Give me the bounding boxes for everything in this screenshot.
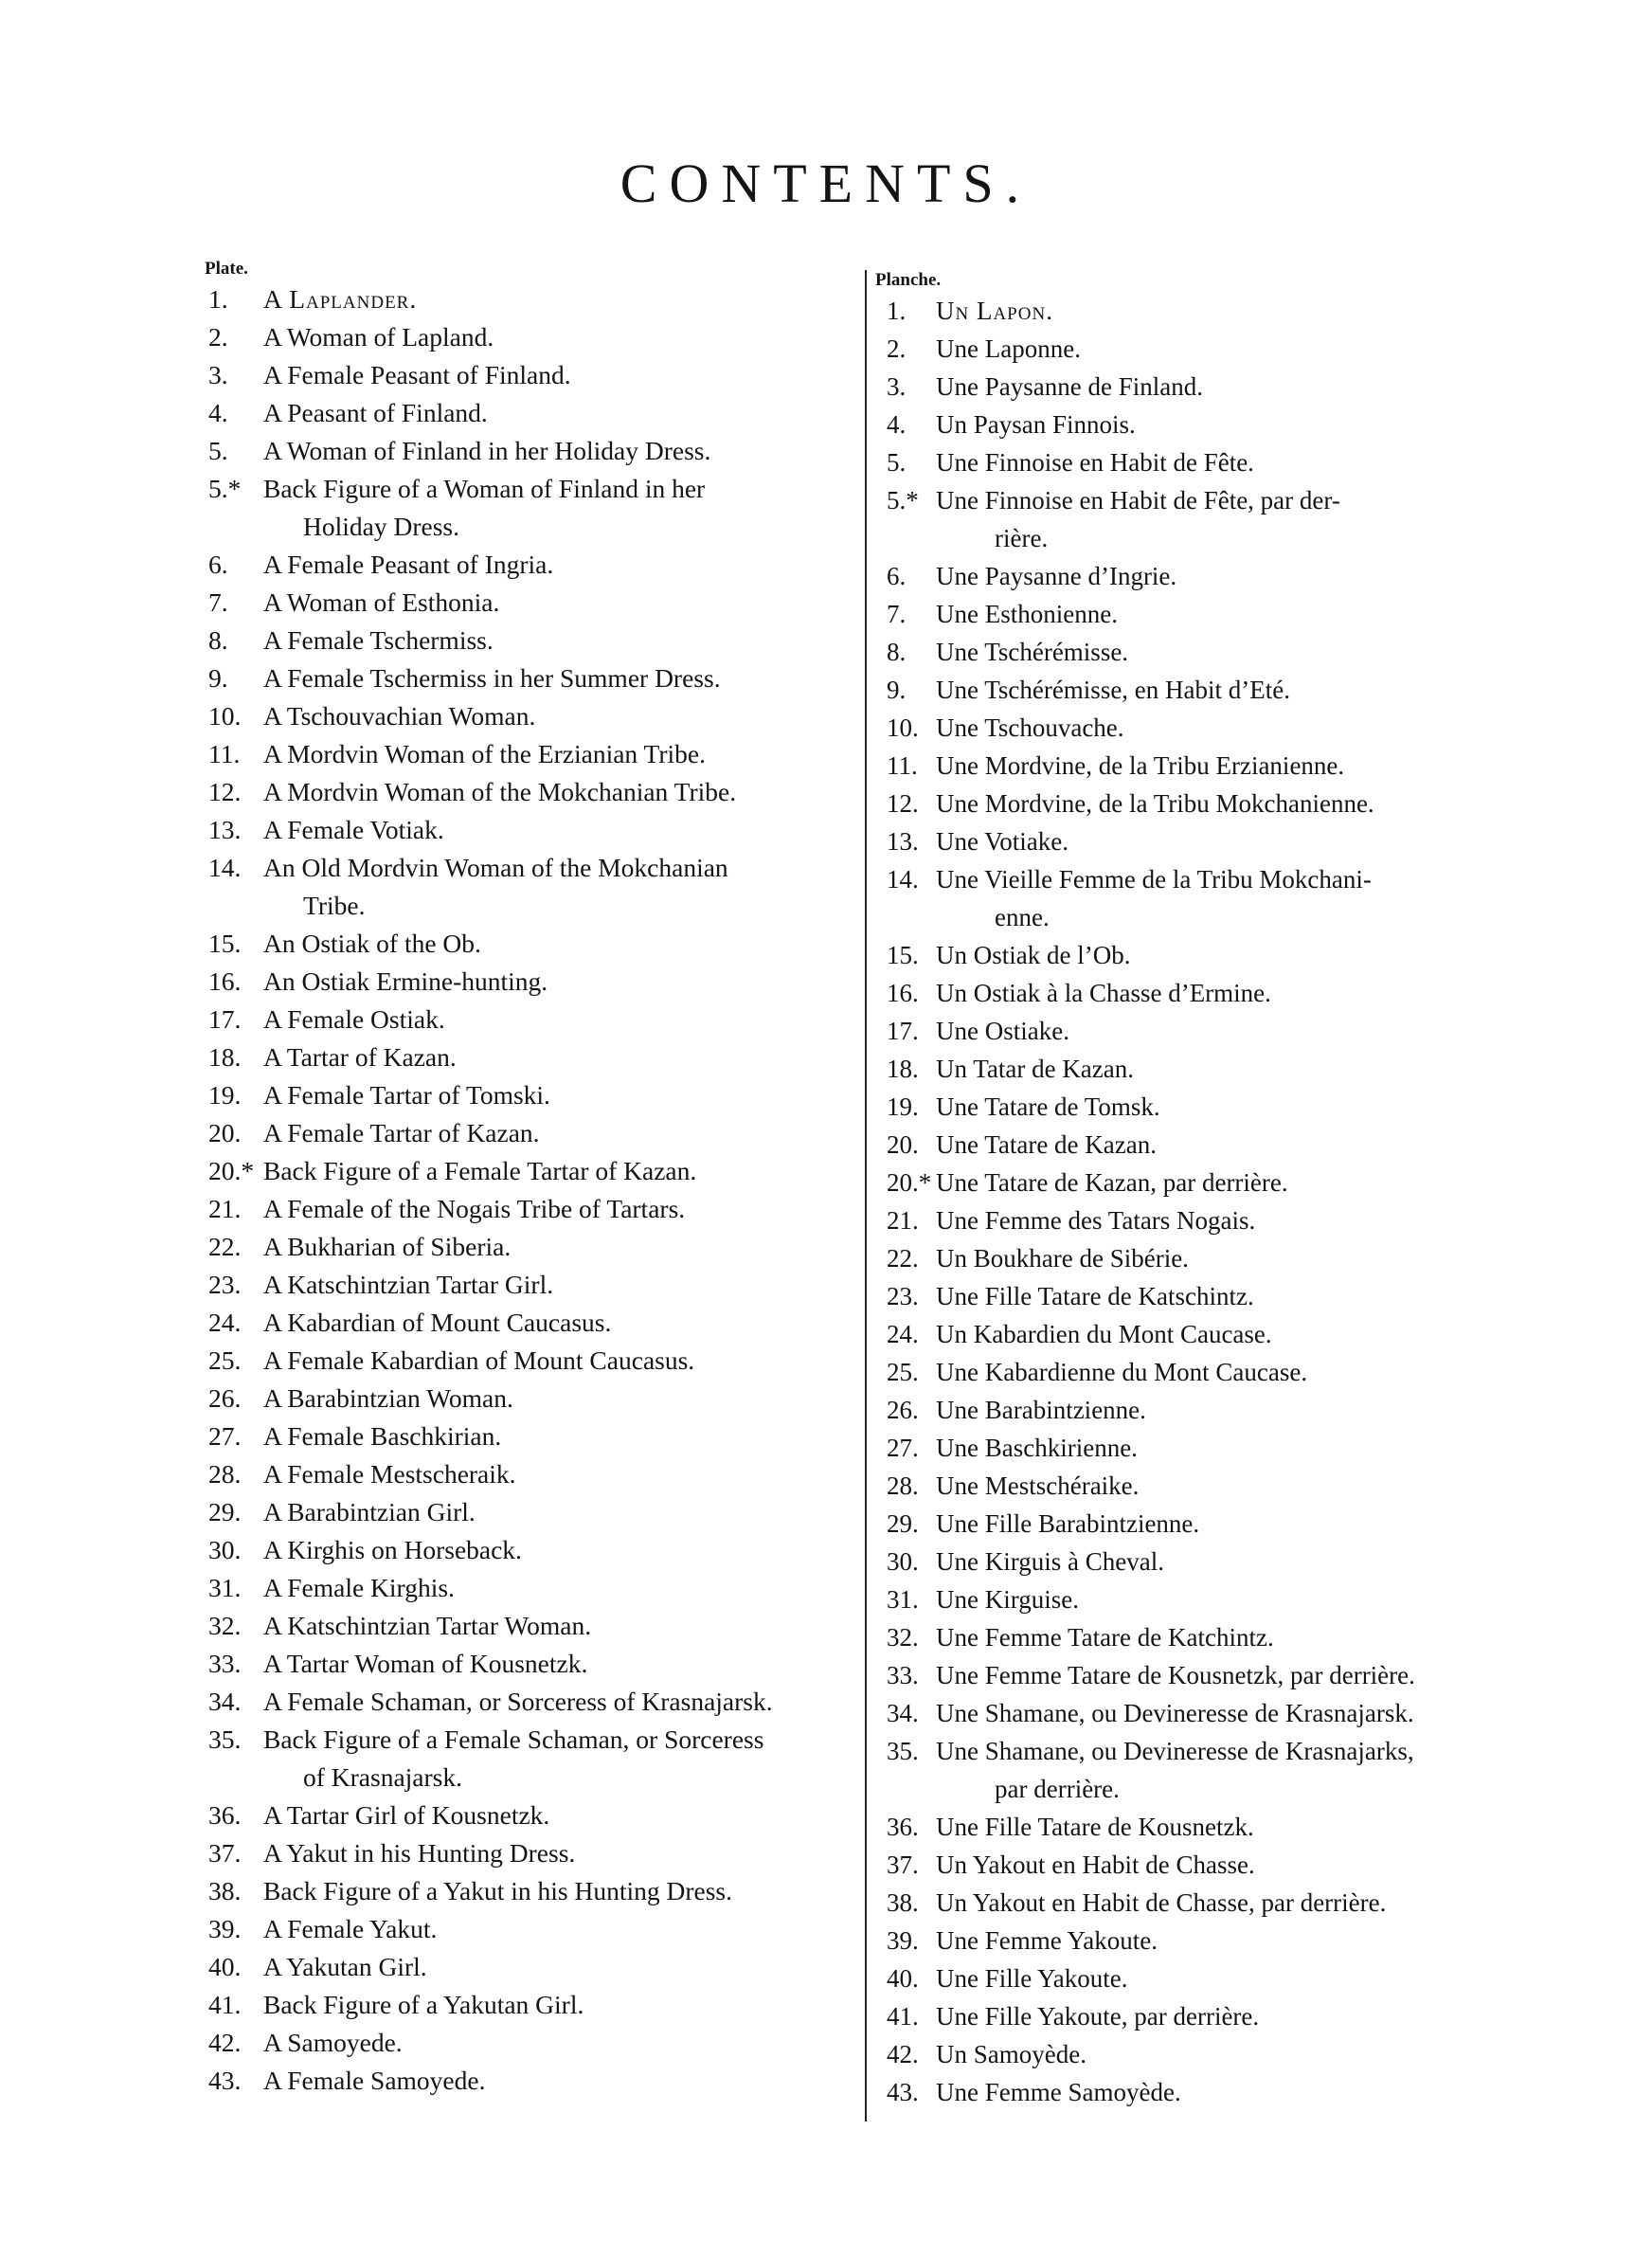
plate-number: 14. bbox=[887, 865, 919, 894]
plate-number: 28. bbox=[208, 1459, 242, 1489]
plate-number: 33. bbox=[208, 1649, 242, 1678]
contents-entry bbox=[875, 747, 1535, 785]
contents-entry bbox=[205, 1190, 854, 1228]
plate-title: A Female Tartar of Tomski. bbox=[263, 1080, 550, 1110]
plate-title: A Laplander. bbox=[263, 284, 418, 314]
contents-entry bbox=[875, 1846, 1535, 1884]
plate-number: 37. bbox=[887, 1851, 919, 1879]
plate-title: An Old Mordvin Woman of the Mokchanian bbox=[263, 853, 728, 882]
plate-title: A Female of the Nogais Tribe of Tartars. bbox=[263, 1194, 686, 1223]
contents-entry bbox=[205, 1038, 854, 1076]
plate-title: A Barabintzian Girl. bbox=[263, 1497, 476, 1526]
plate-title: A Tschouvachian Woman. bbox=[263, 701, 536, 731]
contents-entry bbox=[875, 785, 1535, 822]
plate-number: 15. bbox=[887, 941, 919, 969]
plate-title: Un Ostiak à la Chasse d’Ermine. bbox=[936, 979, 1271, 1007]
plate-number: 23. bbox=[208, 1270, 242, 1299]
plate-title: Une Esthonienne. bbox=[936, 600, 1118, 628]
plate-title-continuation: par derrière. bbox=[995, 1775, 1120, 1803]
plate-number: 31. bbox=[208, 1573, 242, 1602]
contents-entry bbox=[875, 368, 1535, 406]
plate-title: A Female Mestscheraik. bbox=[263, 1459, 516, 1489]
plate-number: 22. bbox=[887, 1244, 919, 1273]
plate-number: 2. bbox=[887, 334, 907, 363]
english-plate-list bbox=[205, 280, 858, 2100]
plate-title: Une Tschouvache. bbox=[936, 713, 1124, 742]
plate-number: 24. bbox=[887, 1320, 919, 1348]
plate-number: 5. bbox=[887, 448, 907, 477]
plate-title: Une Laponne. bbox=[936, 334, 1081, 363]
plate-title: Une Finnoise en Habit de Fête, par der- bbox=[936, 486, 1340, 515]
contents-entry bbox=[205, 735, 854, 773]
plate-number: 11. bbox=[208, 739, 241, 768]
plate-number: 42. bbox=[887, 2040, 919, 2068]
plate-title: A Katschintzian Tartar Girl. bbox=[263, 1270, 554, 1299]
plate-number: 7. bbox=[208, 587, 228, 617]
plate-number: 32. bbox=[887, 1623, 919, 1652]
plate-title: A Woman of Esthonia. bbox=[263, 587, 500, 617]
contents-entry bbox=[205, 1986, 854, 2024]
contents-entry bbox=[205, 1114, 854, 1152]
plate-title: Une Mordvine, de la Tribu Mokchanienne. bbox=[936, 789, 1374, 818]
plate-number: 22. bbox=[208, 1232, 242, 1261]
plate-title: A Female Samoyede. bbox=[263, 2066, 486, 2095]
plate-number: 26. bbox=[208, 1383, 242, 1413]
plate-title: Une Femme Tatare de Katchintz. bbox=[936, 1623, 1274, 1652]
plate-number: 28. bbox=[887, 1472, 919, 1500]
plate-title: Une Kirguise. bbox=[936, 1585, 1079, 1614]
plate-title: Une Fille Barabintzienne. bbox=[936, 1509, 1200, 1538]
plate-number: 4. bbox=[208, 398, 228, 427]
contents-entry bbox=[875, 1429, 1535, 1467]
plate-number: 24. bbox=[208, 1308, 242, 1337]
plate-title: Une Tschérémisse. bbox=[936, 638, 1129, 666]
contents-entry bbox=[205, 659, 854, 697]
plate-number: 37. bbox=[208, 1838, 242, 1868]
contents-entry bbox=[205, 1645, 854, 1683]
plate-title: A Female Peasant of Finland. bbox=[263, 360, 571, 389]
plate-number: 16. bbox=[208, 966, 242, 996]
contents-entry bbox=[205, 1342, 854, 1380]
plate-number: 10. bbox=[208, 701, 242, 731]
plate-title: Une Tatare de Tomsk. bbox=[936, 1092, 1160, 1121]
plate-title: A Female Kabardian of Mount Caucasus. bbox=[263, 1345, 695, 1375]
plate-number: 21. bbox=[208, 1194, 242, 1223]
plate-title: Une Fille Yakoute. bbox=[936, 1964, 1128, 1993]
contents-entry bbox=[875, 1505, 1535, 1543]
plate-number: 39. bbox=[887, 1926, 919, 1955]
contents-entry bbox=[205, 546, 854, 584]
plate-number: 8. bbox=[887, 638, 907, 666]
plate-number: 5.* bbox=[887, 486, 919, 515]
contents-entry bbox=[205, 849, 854, 925]
plate-title: A Female Tschermiss. bbox=[263, 625, 494, 655]
plate-number: 16. bbox=[887, 979, 919, 1007]
plate-number: 35. bbox=[208, 1724, 242, 1754]
plate-title: Un Boukhare de Sibérie. bbox=[936, 1244, 1189, 1273]
plate-number: 20. bbox=[887, 1130, 919, 1159]
plate-number: 1. bbox=[208, 284, 228, 314]
plate-title: Une Kabardienne du Mont Caucase. bbox=[936, 1358, 1308, 1386]
plate-title: Une Fille Tatare de Katschintz. bbox=[936, 1282, 1254, 1310]
contents-entry bbox=[875, 1467, 1535, 1505]
plate-title: Une Tatare de Kazan. bbox=[936, 1130, 1157, 1159]
plate-number: 6. bbox=[208, 550, 228, 579]
plate-title: Une Femme Yakoute. bbox=[936, 1926, 1158, 1955]
contents-entry bbox=[205, 394, 854, 432]
contents-entry bbox=[205, 1721, 854, 1797]
plate-title: A Female Kirghis. bbox=[263, 1573, 455, 1602]
plate-number: 43. bbox=[208, 2066, 242, 2095]
contents-entry bbox=[205, 432, 854, 470]
plate-number: 36. bbox=[208, 1800, 242, 1830]
plate-title: A Mordvin Woman of the Mokchanian Tribe. bbox=[263, 777, 737, 806]
contents-entry bbox=[205, 1948, 854, 1986]
contents-entry bbox=[875, 443, 1535, 481]
plate-title: Une Fille Tatare de Kousnetzk. bbox=[936, 1813, 1254, 1841]
contents-entry bbox=[205, 1001, 854, 1038]
plate-number: 43. bbox=[887, 2078, 919, 2106]
contents-entry bbox=[205, 1531, 854, 1569]
plate-number: 21. bbox=[887, 1206, 919, 1235]
contents-entry bbox=[205, 1683, 854, 1721]
plate-title: Une Barabintzienne. bbox=[936, 1396, 1146, 1424]
plate-number: 39. bbox=[208, 1914, 242, 1943]
contents-entry bbox=[205, 1228, 854, 1266]
plate-number: 1. bbox=[887, 297, 907, 325]
contents-entry bbox=[875, 292, 1535, 330]
contents-entry bbox=[205, 1834, 854, 1872]
plate-title-continuation: of Krasnajarsk. bbox=[303, 1762, 462, 1792]
plate-title: Une Mordvine, de la Tribu Erzianienne. bbox=[936, 751, 1345, 780]
contents-entry bbox=[875, 595, 1535, 633]
plate-number: 17. bbox=[208, 1004, 242, 1034]
contents-entry bbox=[205, 1910, 854, 1948]
contents-entry bbox=[205, 1797, 854, 1834]
plate-number: 40. bbox=[887, 1964, 919, 1993]
plate-title: Une Ostiake. bbox=[936, 1017, 1069, 1045]
plate-number: 36. bbox=[887, 1813, 919, 1841]
contents-entry bbox=[875, 1543, 1535, 1580]
plate-title: A Female Tschermiss in her Summer Dress. bbox=[263, 663, 721, 693]
contents-entry bbox=[205, 470, 854, 546]
contents-entry bbox=[875, 1997, 1535, 2035]
contents-entry bbox=[875, 1353, 1535, 1391]
contents-entry bbox=[875, 860, 1535, 936]
contents-entry bbox=[875, 1694, 1535, 1732]
plate-number: 6. bbox=[887, 562, 907, 590]
plate-number: 14. bbox=[208, 853, 242, 882]
contents-entry bbox=[205, 1493, 854, 1531]
contents-entry bbox=[205, 584, 854, 622]
plate-title: A Woman of Finland in her Holiday Dress. bbox=[263, 436, 711, 465]
plate-title: Un Lapon. bbox=[936, 297, 1053, 325]
contents-entry bbox=[875, 330, 1535, 368]
plate-number: 4. bbox=[887, 410, 907, 439]
contents-entry bbox=[205, 356, 854, 394]
french-column bbox=[875, 269, 1529, 2111]
contents-entry bbox=[205, 1266, 854, 1304]
planche-column-heading: Planche. bbox=[875, 270, 942, 290]
plate-number: 20.* bbox=[208, 1156, 255, 1185]
contents-entry bbox=[875, 2073, 1535, 2111]
plate-number: 29. bbox=[887, 1509, 919, 1538]
plate-title: Un Samoyède. bbox=[936, 2040, 1086, 2068]
plate-number: 19. bbox=[887, 1092, 919, 1121]
contents-entry bbox=[875, 1088, 1535, 1126]
plate-number: 40. bbox=[208, 1952, 242, 1981]
contents-entry bbox=[875, 1164, 1535, 1201]
plate-title: Un Yakout en Habit de Chasse. bbox=[936, 1851, 1255, 1879]
plate-number: 5. bbox=[208, 436, 228, 465]
contents-entry bbox=[875, 822, 1535, 860]
contents-entry bbox=[875, 709, 1535, 747]
plate-number: 34. bbox=[208, 1687, 242, 1716]
plate-title: Une Femme Samoyède. bbox=[936, 2078, 1181, 2106]
plate-title: Une Shamane, ou Devineresse de Krasnajarks, bbox=[936, 1737, 1414, 1765]
contents-entry bbox=[205, 1076, 854, 1114]
plate-number: 20. bbox=[208, 1118, 242, 1147]
plate-title: Un Yakout en Habit de Chasse, par derrière. bbox=[936, 1888, 1387, 1917]
plate-number: 18. bbox=[208, 1042, 242, 1072]
contents-entry bbox=[875, 406, 1535, 443]
plate-title: A Female Tartar of Kazan. bbox=[263, 1118, 540, 1147]
plate-number: 12. bbox=[208, 777, 242, 806]
plate-number: 8. bbox=[208, 625, 228, 655]
plate-title: Une Vieille Femme de la Tribu Mokchani- bbox=[936, 865, 1372, 894]
plate-number: 25. bbox=[887, 1358, 919, 1386]
plate-title: A Peasant of Finland. bbox=[263, 398, 488, 427]
plate-title: An Ostiak of the Ob. bbox=[263, 929, 481, 958]
plate-column-heading: Plate. bbox=[205, 259, 248, 279]
plate-title: Une Femme des Tatars Nogais. bbox=[936, 1206, 1256, 1235]
plate-title: A Samoyede. bbox=[263, 2028, 403, 2057]
plate-title: A Female Schaman, or Sorceress of Krasnajarsk. bbox=[263, 1687, 773, 1716]
plate-number: 29. bbox=[208, 1497, 242, 1526]
plate-title: A Female Votiak. bbox=[263, 815, 444, 844]
contents-entry bbox=[875, 1277, 1535, 1315]
plate-number: 41. bbox=[208, 1990, 242, 2019]
plate-title: A Female Ostiak. bbox=[263, 1004, 445, 1034]
plate-number: 30. bbox=[208, 1535, 242, 1564]
plate-title-continuation: Holiday Dress. bbox=[303, 512, 459, 541]
contents-entry bbox=[205, 697, 854, 735]
plate-title-continuation: rière. bbox=[995, 524, 1049, 552]
plate-number: 42. bbox=[208, 2028, 242, 2057]
plate-title: Une Tschérémisse, en Habit d’Eté. bbox=[936, 676, 1290, 704]
plate-number: 27. bbox=[887, 1434, 919, 1462]
plate-title: Une Votiake. bbox=[936, 827, 1068, 856]
plate-title: Une Paysanne de Finland. bbox=[936, 372, 1203, 401]
plate-title: Une Tatare de Kazan, par derrière. bbox=[936, 1168, 1288, 1197]
plate-number: 13. bbox=[887, 827, 919, 856]
contents-entry bbox=[205, 2024, 854, 2062]
contents-entry bbox=[875, 2035, 1535, 2073]
contents-entry bbox=[205, 963, 854, 1001]
plate-title: A Female Yakut. bbox=[263, 1914, 438, 1943]
plate-number: 9. bbox=[887, 676, 907, 704]
plate-number: 7. bbox=[887, 600, 907, 628]
plate-number: 32. bbox=[208, 1611, 242, 1640]
contents-entry bbox=[875, 633, 1535, 671]
plate-number: 12. bbox=[887, 789, 919, 818]
plate-title: Back Figure of a Female Schaman, or Sorceress bbox=[263, 1724, 764, 1754]
contents-entry bbox=[875, 1618, 1535, 1656]
contents-entry bbox=[205, 1455, 854, 1493]
plate-number: 35. bbox=[887, 1737, 919, 1765]
plate-number: 3. bbox=[887, 372, 907, 401]
plate-number: 2. bbox=[208, 322, 228, 352]
contents-entry bbox=[875, 1922, 1535, 1959]
plate-title: A Kirghis on Horseback. bbox=[263, 1535, 522, 1564]
contents-entry bbox=[205, 773, 854, 811]
contents-entry bbox=[205, 1607, 854, 1645]
plate-number: 23. bbox=[887, 1282, 919, 1310]
plate-number: 38. bbox=[887, 1888, 919, 1917]
plate-title: Un Paysan Finnois. bbox=[936, 410, 1136, 439]
page-title: CONTENTS. bbox=[620, 153, 1032, 214]
plate-number: 33. bbox=[887, 1661, 919, 1689]
plate-title: Une Paysanne d’Ingrie. bbox=[936, 562, 1177, 590]
contents-entry bbox=[875, 1201, 1535, 1239]
plate-number: 17. bbox=[887, 1017, 919, 1045]
plate-title: A Female Baschkirian. bbox=[263, 1421, 502, 1451]
plate-number: 31. bbox=[887, 1585, 919, 1614]
contents-entry bbox=[875, 557, 1535, 595]
plate-title: A Katschintzian Tartar Woman. bbox=[263, 1611, 592, 1640]
plate-title: Back Figure of a Woman of Finland in her bbox=[263, 474, 706, 503]
plate-number: 38. bbox=[208, 1876, 242, 1905]
plate-title: Back Figure of a Female Tartar of Kazan. bbox=[263, 1156, 697, 1185]
french-planche-list bbox=[875, 292, 1529, 2111]
contents-entry bbox=[875, 936, 1535, 974]
plate-number: 18. bbox=[887, 1055, 919, 1083]
plate-number: 30. bbox=[887, 1547, 919, 1576]
contents-entry bbox=[875, 671, 1535, 709]
plate-number: 5.* bbox=[208, 474, 242, 503]
contents-entry bbox=[205, 1872, 854, 1910]
plate-title: Back Figure of a Yakutan Girl. bbox=[263, 1990, 584, 2019]
plate-number: 15. bbox=[208, 929, 242, 958]
contents-entry bbox=[875, 1315, 1535, 1353]
contents-entry bbox=[205, 811, 854, 849]
contents-entry bbox=[875, 1959, 1535, 1997]
contents-entry bbox=[875, 1884, 1535, 1922]
contents-entry bbox=[205, 280, 854, 318]
contents-entry bbox=[205, 1569, 854, 1607]
plate-title: Back Figure of a Yakut in his Hunting Dress. bbox=[263, 1876, 732, 1905]
plate-title-continuation: Tribe. bbox=[303, 891, 366, 920]
contents-entry bbox=[205, 1152, 854, 1190]
plate-number: 9. bbox=[208, 663, 228, 693]
plate-number: 13. bbox=[208, 815, 242, 844]
contents-entry bbox=[205, 1304, 854, 1342]
plate-title: Une Femme Tatare de Kousnetzk, par derrière. bbox=[936, 1661, 1415, 1689]
contents-entry bbox=[875, 974, 1535, 1012]
plate-title-continuation: enne. bbox=[995, 903, 1050, 931]
contents-entry bbox=[875, 1012, 1535, 1050]
plate-title: A Bukharian of Siberia. bbox=[263, 1232, 512, 1261]
contents-entry bbox=[875, 1391, 1535, 1429]
plate-number: 26. bbox=[887, 1396, 919, 1424]
plate-title: A Yakutan Girl. bbox=[263, 1952, 427, 1981]
contents-entry bbox=[205, 622, 854, 659]
plate-number: 27. bbox=[208, 1421, 242, 1451]
plate-number: 19. bbox=[208, 1080, 242, 1110]
plate-title: A Kabardian of Mount Caucasus. bbox=[263, 1308, 612, 1337]
plate-title: Une Fille Yakoute, par derrière. bbox=[936, 2002, 1260, 2031]
contents-entry bbox=[205, 925, 854, 963]
plate-title: A Barabintzian Woman. bbox=[263, 1383, 513, 1413]
column-divider bbox=[865, 270, 867, 2122]
plate-number: 25. bbox=[208, 1345, 242, 1375]
plate-title: A Yakut in his Hunting Dress. bbox=[263, 1838, 576, 1868]
plate-title: A Mordvin Woman of the Erzianian Tribe. bbox=[263, 739, 707, 768]
plate-number: 34. bbox=[887, 1699, 919, 1727]
plate-title: Une Shamane, ou Devineresse de Krasnajarsk. bbox=[936, 1699, 1414, 1727]
plate-title: Une Kirguis à Cheval. bbox=[936, 1547, 1164, 1576]
english-column bbox=[205, 258, 858, 2100]
contents-entry bbox=[875, 1126, 1535, 1164]
contents-entry bbox=[875, 1732, 1535, 1808]
contents-entry bbox=[205, 2062, 854, 2100]
plate-title: Une Mestschéraike. bbox=[936, 1472, 1140, 1500]
plate-title: A Female Peasant of Ingria. bbox=[263, 550, 554, 579]
contents-entry bbox=[205, 1417, 854, 1455]
contents-entry bbox=[875, 1580, 1535, 1618]
plate-title: Une Baschkirienne. bbox=[936, 1434, 1138, 1462]
plate-title: A Woman of Lapland. bbox=[263, 322, 494, 352]
plate-number: 3. bbox=[208, 360, 228, 389]
plate-number: 41. bbox=[887, 2002, 919, 2031]
plate-title: A Tartar of Kazan. bbox=[263, 1042, 457, 1072]
contents-entry bbox=[875, 1656, 1535, 1694]
contents-entry bbox=[205, 318, 854, 356]
plate-number: 20.* bbox=[887, 1168, 932, 1197]
contents-entry bbox=[205, 1380, 854, 1417]
plate-title: Un Tatar de Kazan. bbox=[936, 1055, 1135, 1083]
plate-title: Un Kabardien du Mont Caucase. bbox=[936, 1320, 1272, 1348]
contents-entry bbox=[875, 1050, 1535, 1088]
plate-number: 11. bbox=[887, 751, 918, 780]
contents-entry bbox=[875, 481, 1535, 557]
plate-title: A Tartar Girl of Kousnetzk. bbox=[263, 1800, 550, 1830]
contents-entry bbox=[875, 1808, 1535, 1846]
plate-title: Une Finnoise en Habit de Fête. bbox=[936, 448, 1254, 477]
plate-title: An Ostiak Ermine-hunting. bbox=[263, 966, 548, 996]
plate-title: A Tartar Woman of Kousnetzk. bbox=[263, 1649, 588, 1678]
contents-entry bbox=[875, 1239, 1535, 1277]
plate-title: Un Ostiak de l’Ob. bbox=[936, 941, 1131, 969]
plate-number: 10. bbox=[887, 713, 919, 742]
